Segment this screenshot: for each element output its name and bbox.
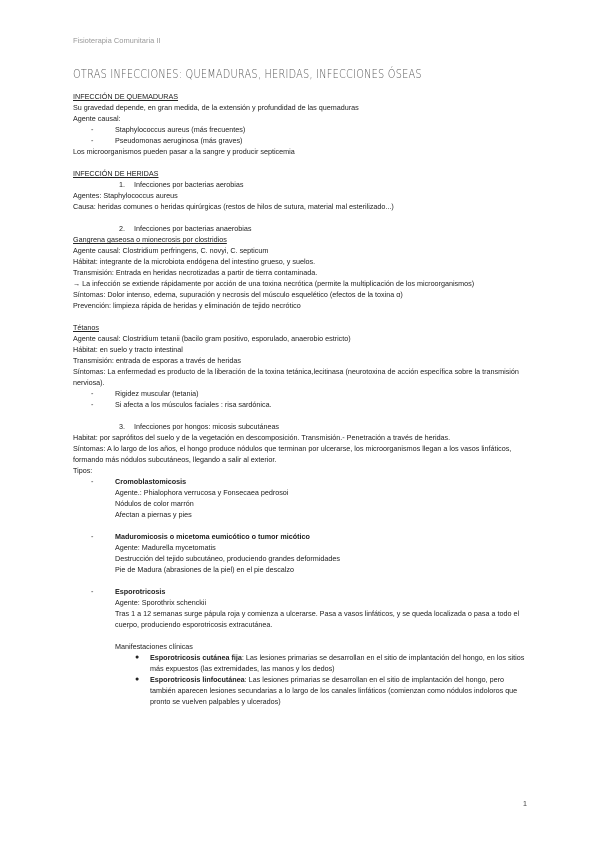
burns-agent-item [73, 124, 525, 135]
wounds-cause: Causa: heridas comunes o heridas quirúrgicas (restos de hilos de sutura, material mal esterilizado...) [73, 202, 394, 211]
manifest-bullet [73, 652, 525, 674]
manifest-bullet [73, 674, 525, 707]
type-line: Tras 1 a 12 semanas surge pápula roja y comienza a ulcerarse. Pasa a vasos linfáticos, y se queda localizada o pasa a todo el cuerpo, produciendo esporotricosis extracutánea. [115, 609, 520, 629]
burns-agent-label: Agente causal: [73, 114, 121, 123]
numbered-item [73, 179, 525, 190]
type-name: Maduromicosis o micetoma eumicótico o tumor micótico [115, 532, 310, 541]
section-heading-wounds: INFECCIÓN DE HERIDAS [73, 169, 159, 178]
gangrena-heading: Gangrena gaseosa o mionecrosis por clostridios [73, 235, 227, 244]
item-number: 1. [119, 180, 125, 189]
tetanos-item [73, 388, 525, 399]
page-number: 1 [522, 799, 527, 808]
item-text: Infecciones por bacterias anaerobias [134, 224, 252, 233]
type-item: - Cromoblastomicosis [73, 476, 525, 487]
type-item: - Esporotricosis [73, 586, 525, 597]
type-line: Pie de Madura (abrasiones de la piel) en el pie descalzo [115, 565, 294, 574]
item-text: Infecciones por bacterias aerobias [134, 180, 244, 189]
bullet-icon: ● [135, 676, 140, 683]
page-title: OTRAS INFECCIONES: QUEMADURAS, HERIDAS, INFECCIONES ÓSEAS [73, 66, 422, 81]
wounds-agents: Agentes: Staphylococcus aureus [73, 191, 178, 200]
type-name: Esporotricosis [115, 587, 166, 596]
section-heading-burns: INFECCIÓN DE QUEMADURAS [73, 92, 179, 101]
type-item: - Maduromicosis o micetoma eumicótico o tumor micótico [73, 531, 525, 542]
bullet-title: Esporotricosis linfocutánea [150, 675, 245, 684]
type-name: Cromoblastomicosis [115, 477, 187, 486]
tetanos-agent: Agente causal: Clostridium tetanii (bacilo gram positivo, esporulado, anaerobio estricto) [73, 334, 351, 343]
tetanos-item-text: - Rigidez muscular (tetania) [115, 389, 199, 398]
item-text: Infecciones por hongos: micosis subcutáneas [134, 422, 280, 431]
manifest-label: Manifestaciones clínicas [115, 642, 193, 651]
type-line: Agente: Madurella mycetomatis [115, 543, 216, 552]
gangrena-arrow-note: → La infección se extiende rápidamente por acción de una toxina necrótica (permite la multiplicación de los microorganismos) [73, 279, 475, 288]
hongos-symptoms: Síntomas: A lo largo de los años, el hongo produce nódulos que terminan por ulcerarse, los microorganismos llegan a los vasos linfáticos, formando más nódulos subcutáneos, llegando a salir al exterior. [73, 444, 512, 464]
tetanos-item [73, 399, 525, 410]
type-line: Agente.: Phialophora verrucosa y Fonsecaea pedrosoi [115, 488, 289, 497]
item-number: 3. [119, 422, 125, 431]
tetanos-symptoms: Síntomas: La enfermedad es producto de la liberación de la toxina tetánica,lecitinasa (neurotoxina de acción específica sobre la transmisión nerviosa). [73, 367, 519, 387]
burns-agent2: - Pseudomonas aeruginosa (más graves) [115, 136, 243, 145]
gangrena-transmission: Transmisión: Entrada en heridas necrotizadas a partir de tierra contaminada. [73, 268, 318, 277]
hongos-habitat: Habitat: por saprófitos del suelo y de la vegetación en descomposición. Transmisión.- Penetración a través de heridas. [73, 433, 451, 442]
tetanos-transmission: Transmisión: entrada de esporas a través de heridas [73, 356, 241, 365]
burns-line1: Su gravedad depende, en gran medida, de la extensión y profundidad de las quemaduras [73, 103, 359, 112]
tetanos-habitat: Hábitat: en suelo y tracto intestinal [73, 345, 183, 354]
gangrena-agent: Agente causal: Clostridium perfringens, C. novyi, C. septicum [73, 246, 269, 255]
tetanos-item-text: - Si afecta a los músculos faciales : risa sardónica. [115, 400, 272, 409]
burns-agent-item [73, 135, 525, 146]
type-line: Agente: Sporothrix schenckii [115, 598, 207, 607]
numbered-item [73, 421, 525, 432]
page-content [73, 68, 525, 707]
bullet-icon: ● [135, 654, 140, 661]
gangrena-prevention: Prevención: limpieza rápida de heridas y eliminación de tejido necrótico [73, 301, 301, 310]
bullet-text: : Las lesiones primarias se desarrollan en el sitio de implantación del hongo, pero también aparecen lesiones secundarias a lo largo de los canales linfáticos (comienzan como nódulos indoloros que pronto se vuelven palpables y ulcerados) [150, 675, 518, 706]
burns-agent1: - Staphylococcus aureus (más frecuentes) [115, 125, 246, 134]
tetanos-heading: Tétanos [73, 323, 99, 332]
tipos-label: Tipos: [73, 466, 93, 475]
type-line: Afectan a piernas y pies [115, 510, 192, 519]
gangrena-habitat: Hábitat: integrante de la microbiota endógena del intestino grueso, y suelos. [73, 257, 316, 266]
bullet-title: Esporotricosis cutánea fija [150, 653, 242, 662]
gangrena-symptoms: Síntomas: Dolor intenso, edema, supuración y necrosis del músculo esquelético (efectos de la toxina α) [73, 290, 403, 299]
document-header: Fisioterapia Comunitaria II [73, 36, 161, 45]
numbered-item [73, 223, 525, 234]
item-number: 2. [119, 224, 125, 233]
burns-line2: Los microorganismos pueden pasar a la sangre y producir septicemia [73, 147, 295, 156]
type-line: Destrucción del tejido subcutáneo, produciendo grandes deformidades [115, 554, 340, 563]
type-line: Nódulos de color marrón [115, 499, 194, 508]
bullet-text: : Las lesiones primarias se desarrollan en el sitio de implantación del hongo, en los sitios más expuestos (las extremidades, las manos y los dedos) [150, 653, 525, 673]
